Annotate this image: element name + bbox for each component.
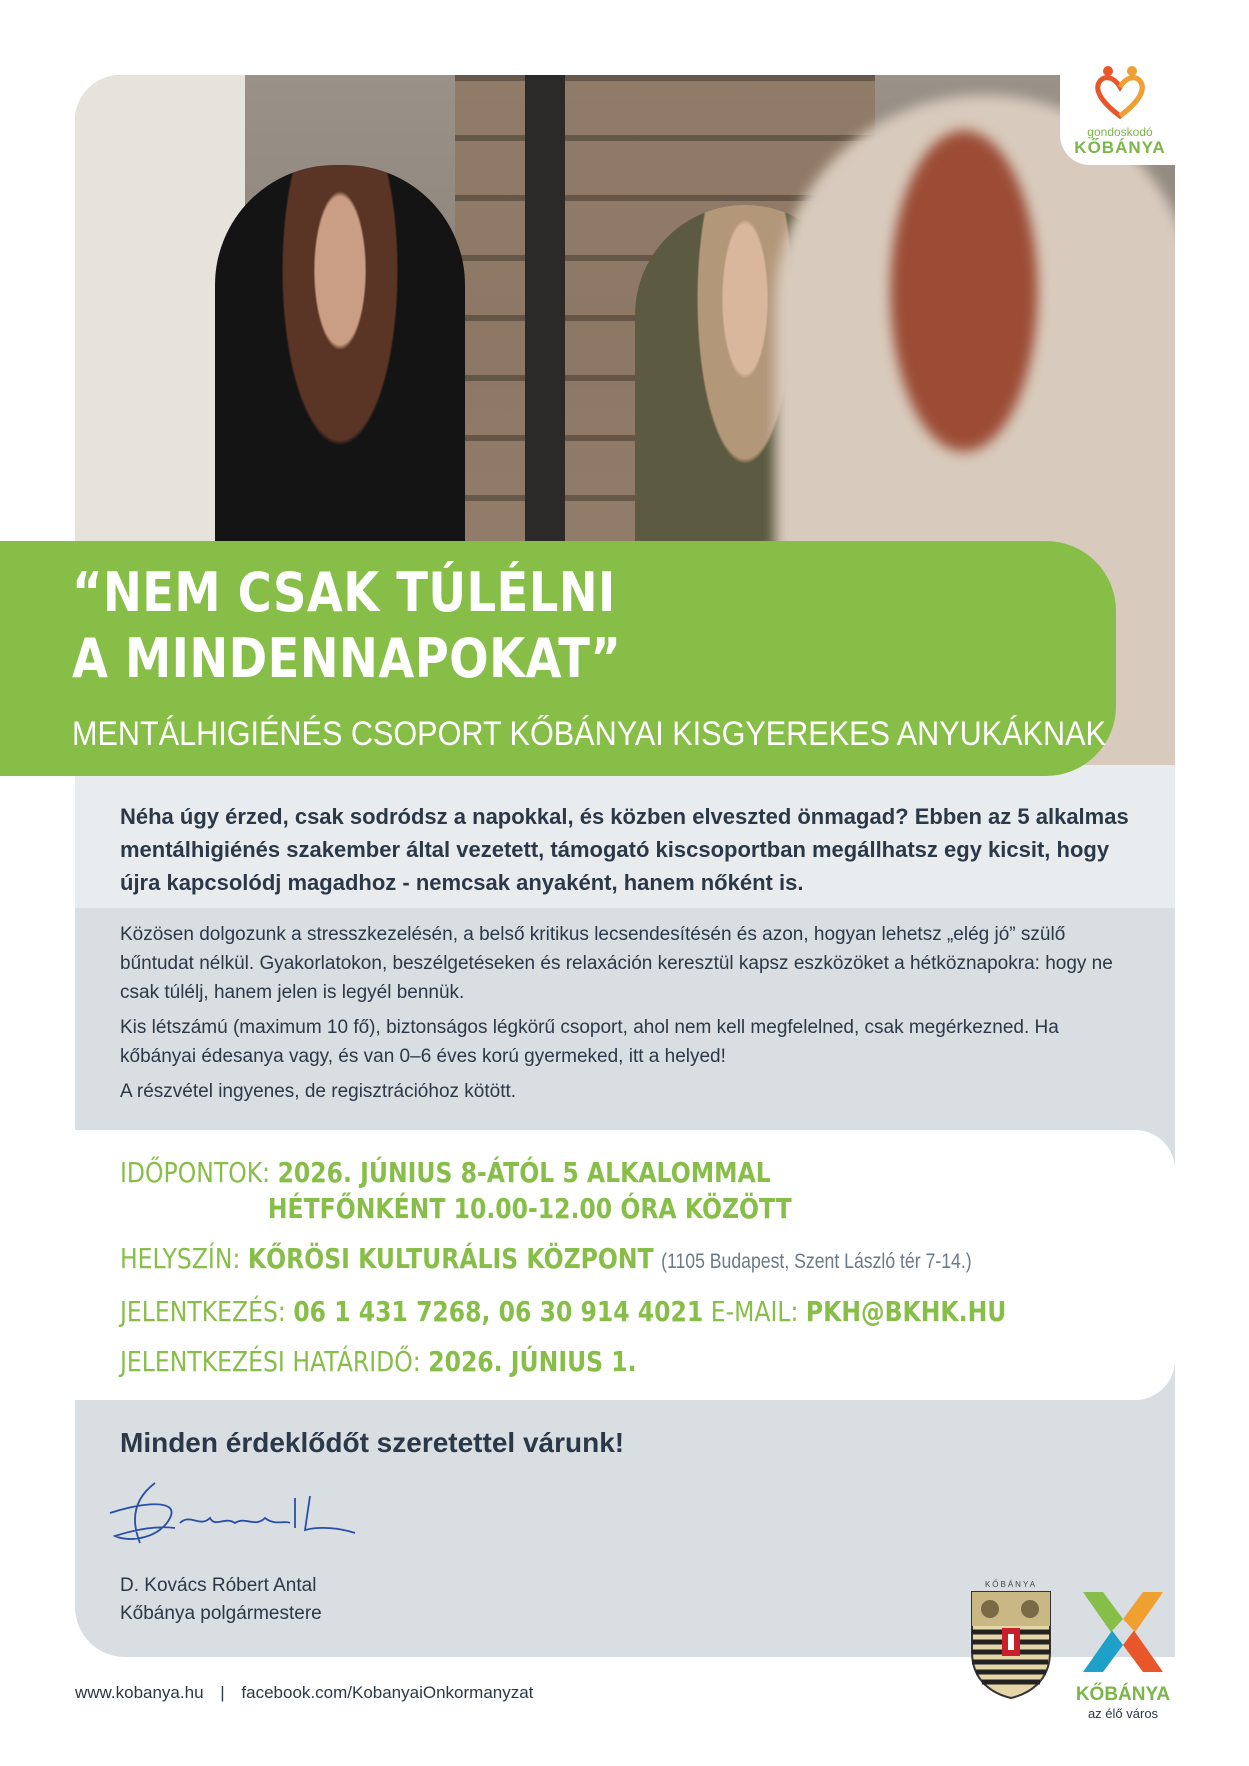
page-subtitle: MENTÁLHIGIÉNÉS CSOPORT KŐBÁNYAI KISGYEREKES ANYUKÁKNAK bbox=[72, 715, 1106, 753]
venue-value: KŐRÖSI KULTURÁLIS KÖZPONT bbox=[247, 1242, 654, 1275]
dates-row-2 bbox=[120, 1184, 1006, 1234]
venue-label: HELYSZÍN: bbox=[120, 1242, 241, 1275]
email-label: E-MAIL: bbox=[710, 1295, 799, 1328]
footer-facebook-link[interactable]: facebook.com/KobanyaiOnkormanyzat bbox=[241, 1683, 534, 1702]
gondoskodo-kobanya-logo bbox=[1060, 55, 1180, 165]
email-value: PKH@BKHK.HU bbox=[805, 1295, 1007, 1328]
footer-site-link[interactable]: www.kobanya.hu bbox=[75, 1683, 204, 1702]
city-logo-name: KŐBÁNYA bbox=[1075, 1684, 1171, 1705]
signer-block bbox=[120, 1572, 322, 1628]
venue-row bbox=[120, 1234, 1006, 1287]
dates-value-2: HÉTFŐNKÉNT 10.00-12.00 ÓRA KÖZÖTT bbox=[267, 1192, 792, 1225]
kobanya-city-logo bbox=[1068, 1587, 1178, 1721]
page-title bbox=[72, 560, 621, 692]
body-paragraph-3: A részvétel ingyenes, de regisztrációhoz kötött. bbox=[120, 1081, 517, 1102]
lead-paragraph: Néha úgy érzed, csak sodródsz a napokkal, és közben elveszted önmagad? Ebben az 5 alkalmas mentálhigiénés szakember által vezetett, támogató kiscsoportban megállhatsz egy kicsit, hogy újra kapcsolódj magadhoz - nemcsak anyaként, hanem nőként is. bbox=[120, 804, 1129, 895]
dates-label: IDŐPONTOK: bbox=[120, 1156, 271, 1189]
city-logo-tagline: az élő város bbox=[1087, 1706, 1159, 1721]
event-info bbox=[120, 1148, 1006, 1387]
coat-of-arms-icon bbox=[968, 1582, 1054, 1700]
logo-small-text: gondoskodó bbox=[1087, 125, 1153, 139]
footer-separator: | bbox=[220, 1683, 225, 1702]
footer bbox=[75, 1683, 533, 1703]
signup-label: JELENTKEZÉS: bbox=[120, 1295, 286, 1328]
signer-role: Kőbánya polgármestere bbox=[120, 1603, 322, 1624]
body-paragraph-1: Közösen dolgozunk a stresszkezelésén, a belső kritikus lecsendesítésén és azon, hogyan lehetsz „elég jó” szülő bűntudat nélkül. Gyakorlatokon, beszélgetéseken és relaxáción keresztül kapsz eszközöket a hétköznapokra: hogy ne csak túlélj, hanem jelen is legyél bennük. bbox=[120, 924, 1113, 1003]
signup-row bbox=[120, 1287, 1006, 1337]
deadline-value: 2026. JÚNIUS 1. bbox=[428, 1345, 637, 1378]
venue-address: (1105 Budapest, Szent László tér 7-14.) bbox=[661, 1250, 972, 1273]
deadline-row bbox=[120, 1337, 1006, 1387]
body-paragraph-2: Kis létszámú (maximum 10 fő), biztonságos légkörű csoport, ahol nem kell megfelelned, csak megérkezned. Ha kőbányai édesanya vagy, és van 0–6 éves korú gyermeked, itt a helyed! bbox=[120, 1017, 1059, 1067]
kobanya-x-icon bbox=[1073, 1587, 1173, 1677]
signer-name: D. Kovács Róbert Antal bbox=[120, 1575, 317, 1596]
body-text bbox=[120, 920, 1140, 1112]
logo-big-text: KŐBÁNYA bbox=[1074, 138, 1166, 157]
signup-phone: 06 1 431 7268, 06 30 914 4021 bbox=[293, 1295, 704, 1328]
coat-label: KŐBÁNYA bbox=[984, 1580, 1038, 1589]
deadline-label: JELENTKEZÉSI HATÁRIDŐ: bbox=[120, 1345, 421, 1378]
title-line-2: A MINDENNAPOKAT” bbox=[72, 627, 622, 690]
heart-people-icon bbox=[1090, 61, 1150, 121]
signature-image bbox=[100, 1478, 360, 1558]
title-line-1: “NEM CSAK TÚLÉLNI bbox=[72, 561, 616, 624]
dates-value-1: 2026. JÚNIUS 8-ÁTÓL 5 ALKALOMMAL bbox=[277, 1156, 771, 1189]
welcome-text: Minden érdeklődőt szeretettel várunk! bbox=[120, 1427, 625, 1458]
